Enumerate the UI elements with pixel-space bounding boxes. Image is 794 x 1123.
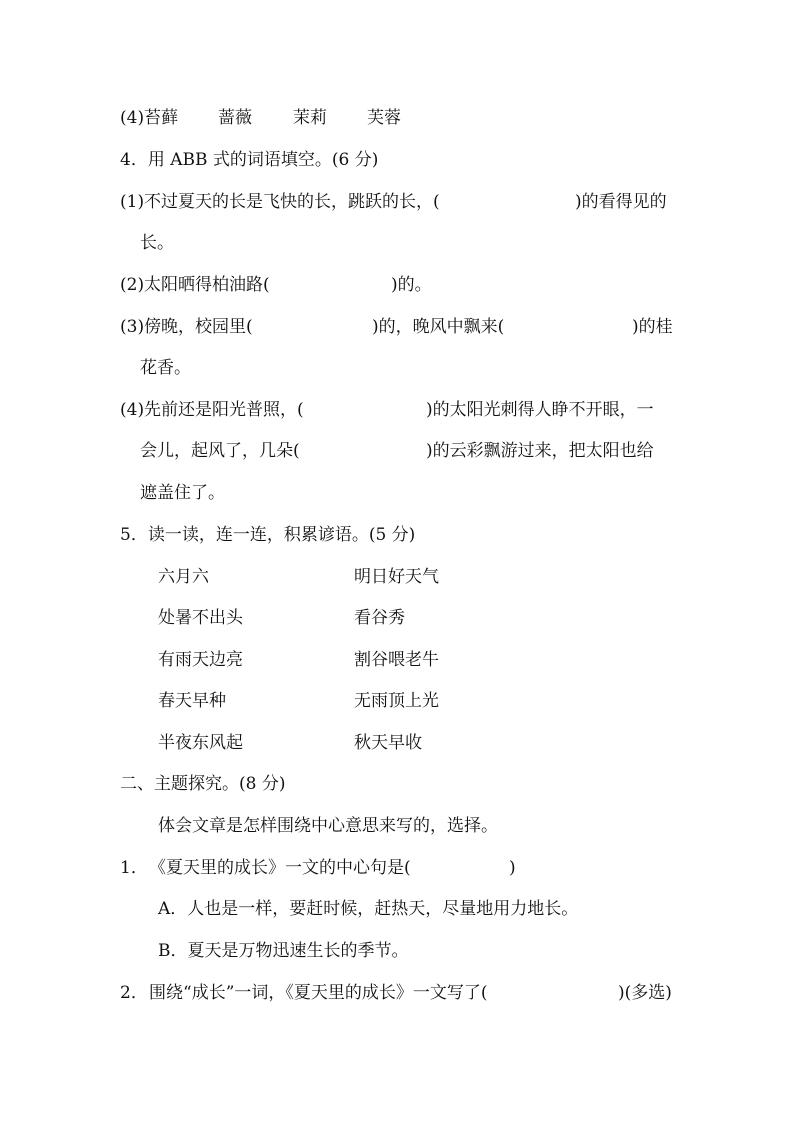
answer-blank-close[interactable]: )(多选) [618, 983, 672, 1003]
proverb-right[interactable]: 明日好天气 [354, 567, 439, 587]
option-a[interactable]: A．人也是一样，要赶时候，赶热天，尽量地用力地长。 [158, 899, 579, 919]
sentence-part-c: )的桂 [632, 317, 673, 337]
proverb-right[interactable]: 割谷喂老牛 [354, 650, 439, 670]
sentence-continuation-b: )的云彩飘游过来，把太阳也给 [426, 441, 654, 461]
option-b[interactable]: B．夏天是万物迅速生长的季节。 [158, 941, 409, 961]
sentence-continuation-a: 会儿，起风了，几朵( [140, 441, 300, 461]
section-heading: 二、主题探究。(8 分) [120, 774, 286, 794]
proverb-right[interactable]: 无雨顶上光 [354, 691, 439, 711]
sentence-part-a: 太阳晒得柏油路( [144, 275, 270, 295]
sentence-part-b: )的太阳光刺得人睁不开眼，一 [426, 400, 654, 420]
proverb-left[interactable]: 处暑不出头 [158, 608, 243, 628]
sentence-part-a: 先前还是阳光普照，( [144, 400, 304, 420]
sentence-part-b: )的。 [391, 275, 432, 295]
item-number: (4) [120, 108, 145, 128]
proverb-right[interactable]: 秋天早收 [354, 733, 422, 753]
question-text: 围绕“成长”一词，《夏天里的成长》一文写了( [149, 983, 488, 1003]
proverb-left[interactable]: 春天早种 [158, 691, 226, 711]
section-instruction: 体会文章是怎样围绕中心意思来写的，选择。 [158, 816, 498, 836]
sentence-continuation: 长。 [140, 233, 174, 253]
question-heading: 5．读一读，连一连，积累谚语。(5 分) [120, 525, 416, 545]
proverb-left[interactable]: 有雨天边亮 [158, 650, 243, 670]
word-1: 苔藓 [144, 108, 178, 128]
sentence-part-b: )的看得见的 [575, 192, 667, 212]
proverb-right[interactable]: 看谷秀 [354, 608, 405, 628]
item-number: (1) [120, 192, 145, 212]
item-number: (4) [120, 400, 145, 420]
sentence-continuation: 花香。 [140, 358, 191, 378]
question-number: 1． [120, 858, 148, 878]
question-text: 《夏天里的成长》一文的中心句是( [149, 858, 411, 878]
item-number: (3) [120, 317, 145, 337]
sentence-part-b: )的，晚风中飘来( [372, 317, 505, 337]
sentence-part-a: 傍晚，校园里( [144, 317, 253, 337]
word-3: 茉莉 [293, 108, 327, 128]
word-2: 蔷薇 [218, 108, 252, 128]
word-4: 芙蓉 [367, 108, 401, 128]
sentence-part-a: 不过夏天的长是飞快的长，跳跃的长，( [144, 192, 440, 212]
item-number: (2) [120, 275, 145, 295]
sentence-continuation-2: 遮盖住了。 [140, 483, 225, 503]
proverb-left[interactable]: 半夜东风起 [158, 733, 243, 753]
proverb-left[interactable]: 六月六 [158, 567, 209, 587]
question-number: 2． [120, 983, 148, 1003]
answer-blank-close[interactable]: ) [509, 858, 516, 878]
question-heading: 4．用 ABB 式的词语填空。(6 分) [120, 150, 379, 170]
